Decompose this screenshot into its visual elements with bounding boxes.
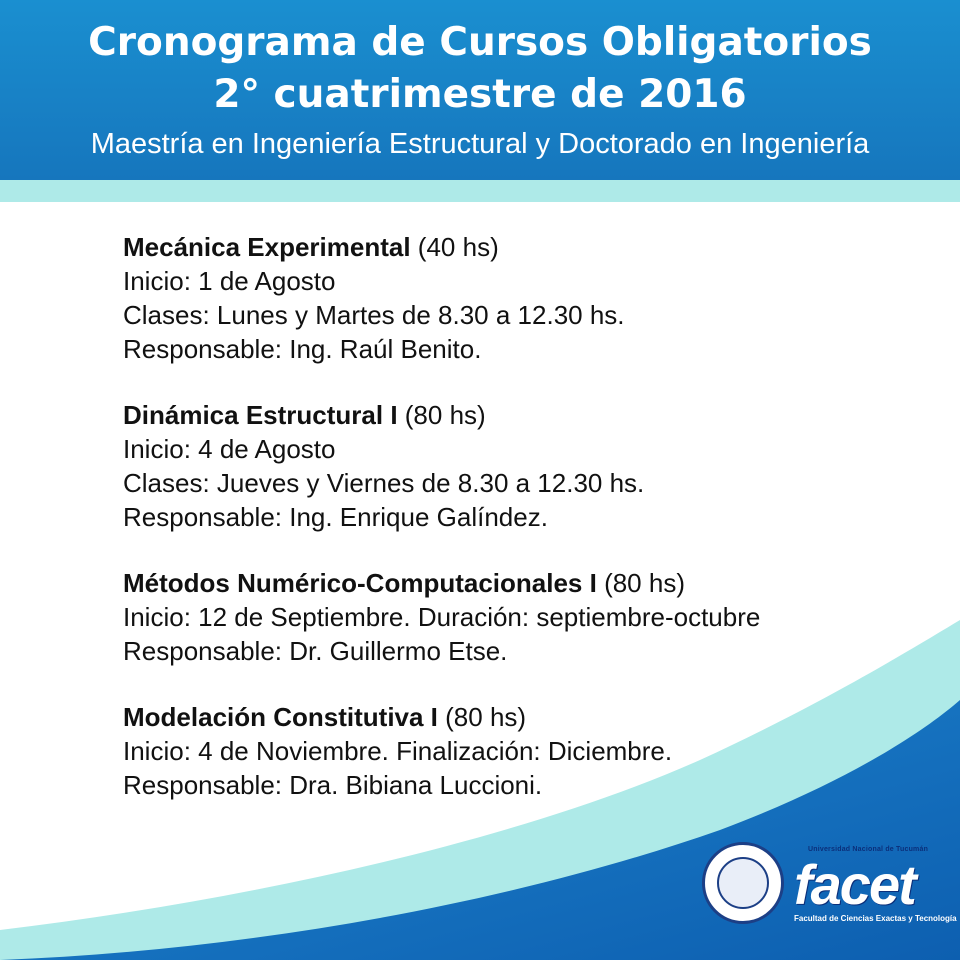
course-responsible: Responsable: Dr. Guillermo Etse.: [123, 636, 508, 666]
course-responsible: Responsable: Ing. Enrique Galíndez.: [123, 502, 548, 532]
course-hours: (80 hs): [397, 400, 486, 430]
course-item: [123, 398, 923, 534]
course-hours: (40 hs): [410, 232, 499, 262]
facet-logo: [794, 846, 957, 926]
course-responsible: Responsable: Dra. Bibiana Luccioni.: [123, 770, 543, 800]
course-name: Dinámica Estructural I: [123, 400, 398, 430]
course-hours: (80 hs): [437, 702, 527, 732]
course-name: Modelación Constitutiva I: [123, 702, 438, 732]
course-schedule: Clases: Jueves y Viernes de 8.30 a 12.30 hs.: [123, 468, 645, 498]
course-schedule: Clases: Lunes y Martes de 8.30 a 12.30 hs.: [123, 300, 625, 330]
course-item: [123, 230, 923, 366]
header-accent-strip: [0, 180, 960, 202]
facet-logo-university: Universidad Nacional de Tucumán: [808, 846, 929, 853]
course-list: [123, 230, 923, 834]
course-heading: [123, 700, 923, 734]
course-heading: [123, 566, 923, 600]
university-seal-icon: [702, 842, 784, 924]
course-name: Mecánica Experimental: [123, 232, 411, 262]
page-title-line2: 2° cuatrimestre de 2016: [213, 72, 747, 117]
course-item: [123, 566, 923, 668]
institution-logos: [702, 832, 957, 942]
course-start: Inicio: 4 de Agosto: [123, 434, 336, 464]
course-start: Inicio: 12 de Septiembre. Duración: septiembre-octubre: [123, 602, 761, 632]
header-banner: [0, 0, 960, 180]
page-title: Cronograma de Cursos Obligatorios: [88, 20, 872, 65]
seal-emblem-icon: [717, 857, 769, 909]
course-heading: [123, 398, 923, 432]
facet-logo-faculty: Facultad de Ciencias Exactas y Tecnología: [794, 914, 957, 923]
page-subtitle: Maestría en Ingeniería Estructural y Doctorado en Ingeniería: [90, 128, 870, 160]
facet-logo-wordmark: facet: [794, 853, 915, 916]
course-start: Inicio: 1 de Agosto: [123, 266, 336, 296]
course-item: [123, 700, 923, 802]
course-hours: (80 hs): [596, 568, 685, 598]
course-start: Inicio: 4 de Noviembre. Finalización: Diciembre.: [123, 736, 673, 766]
course-responsible: Responsable: Ing. Raúl Benito.: [123, 334, 482, 364]
course-name: Métodos Numérico-Computacionales I: [123, 568, 597, 598]
course-heading: [123, 230, 923, 264]
